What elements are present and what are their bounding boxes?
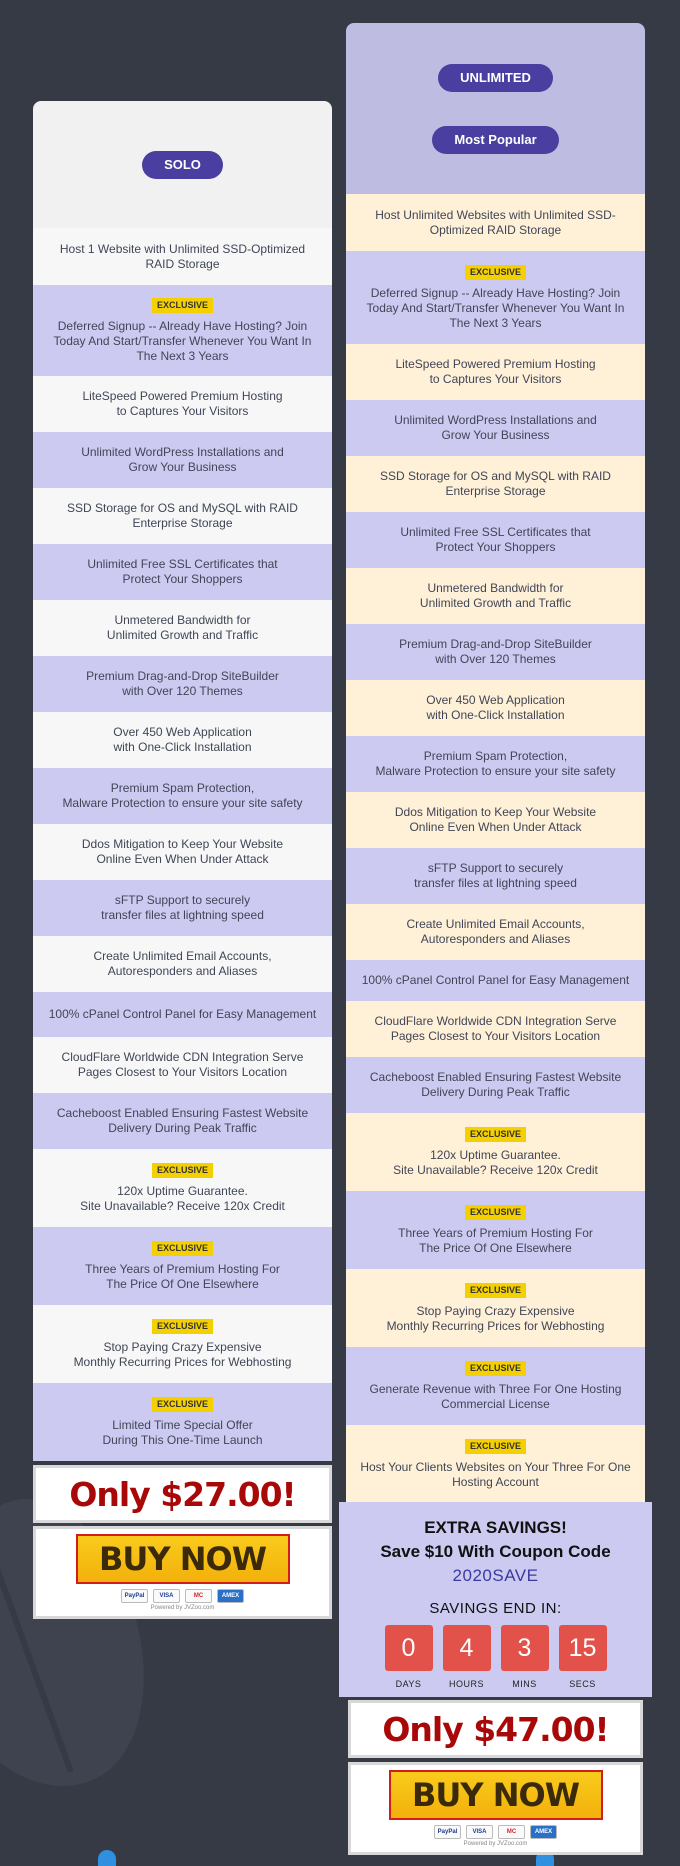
feature-row xyxy=(346,1425,645,1503)
feature-text: 120x Uptime Guarantee. Site Unavailable? Receive 120x Credit xyxy=(393,1147,598,1177)
feature-row xyxy=(33,1093,332,1149)
savings-headline: EXTRA SAVINGS! xyxy=(424,1518,567,1537)
feature-text: Unmetered Bandwidth for Unlimited Growth and Traffic xyxy=(419,581,572,610)
feature-text: Host Unlimited Websites with Unlimited SSD- Optimized RAID Storage xyxy=(375,207,616,237)
unlimited-buy-box xyxy=(348,1762,643,1855)
feature-text: Host Your Clients Websites on Your Three For One Hosting Account xyxy=(360,1459,631,1489)
feature-row xyxy=(33,600,332,656)
feature-row xyxy=(346,1001,645,1057)
feature-text: sFTP Support to securely transfer files at lightning speed xyxy=(101,893,264,922)
feature-row xyxy=(33,656,332,712)
feature-row xyxy=(33,1383,332,1461)
feature-text: Host 1 Website with Unlimited SSD-Optimized RAID Storage xyxy=(59,241,306,271)
feature-text: Deferred Signup -- Already Have Hosting? Join Today And Start/Transfer Whenever You Want In The Next 3 Years xyxy=(366,285,625,330)
feature-text: Stop Paying Crazy Expensive Monthly Recurring Prices for Webhosting xyxy=(73,1339,292,1369)
feature-text: Over 450 Web Application with One-Click Installation xyxy=(426,693,565,722)
timer-secs-value: 15 xyxy=(559,1625,607,1671)
unlimited-payment-icons xyxy=(434,1825,557,1839)
paypal-icon: PayPal xyxy=(121,1589,148,1603)
feature-row xyxy=(346,568,645,624)
unlimited-plan-header xyxy=(346,23,645,194)
feature-text: LiteSpeed Powered Premium Hosting to Captures Your Visitors xyxy=(82,389,283,418)
feature-row xyxy=(33,1037,332,1093)
feature-row xyxy=(33,880,332,936)
unlimited-price: Only $47.00! xyxy=(382,1709,609,1749)
exclusive-badge: EXCLUSIVE xyxy=(152,298,213,313)
feature-text: Ddos Mitigation to Keep Your Website Online Even When Under Attack xyxy=(394,805,597,834)
exclusive-badge: EXCLUSIVE xyxy=(465,1283,526,1298)
feature-text: Three Years of Premium Hosting For The Price Of One Elsewhere xyxy=(85,1261,280,1291)
feature-text: Create Unlimited Email Accounts, Autoresponders and Aliases xyxy=(93,949,272,978)
feature-row xyxy=(346,400,645,456)
solo-feature-list xyxy=(33,228,332,1461)
feature-row xyxy=(346,1269,645,1347)
feature-row xyxy=(33,1305,332,1383)
mastercard-icon: MC xyxy=(498,1825,525,1839)
feature-text: 100% cPanel Control Panel for Easy Management xyxy=(361,973,630,987)
feature-text: Ddos Mitigation to Keep Your Website Online Even When Under Attack xyxy=(81,837,284,866)
feature-row xyxy=(346,792,645,848)
feature-text: Over 450 Web Application with One-Click Installation xyxy=(113,725,252,754)
most-popular-badge: Most Popular xyxy=(432,126,558,154)
exclusive-badge: EXCLUSIVE xyxy=(465,265,526,280)
feature-row xyxy=(346,344,645,400)
timer-mins xyxy=(501,1625,549,1689)
feature-text: Create Unlimited Email Accounts, Autoresponders and Aliases xyxy=(406,917,585,946)
savings-end-label: SAVINGS END IN: xyxy=(429,1600,562,1617)
feature-row xyxy=(33,376,332,432)
exclusive-badge: EXCLUSIVE xyxy=(152,1241,213,1256)
feature-text: Limited Time Special Offer During This One-Time Launch xyxy=(102,1417,263,1447)
feature-text: Deferred Signup -- Already Have Hosting? Join Today And Start/Transfer Whenever You Want In The Next 3 Years xyxy=(53,318,312,363)
exclusive-badge: EXCLUSIVE xyxy=(465,1361,526,1376)
feature-row xyxy=(346,1347,645,1425)
feature-row xyxy=(33,544,332,600)
feature-row xyxy=(346,680,645,736)
feature-text: sFTP Support to securely transfer files at lightning speed xyxy=(414,861,577,890)
feature-row xyxy=(33,936,332,992)
unlimited-price-box xyxy=(348,1700,643,1758)
feature-row xyxy=(33,1227,332,1305)
feature-row xyxy=(346,1057,645,1113)
timer-hours-value: 4 xyxy=(443,1625,491,1671)
timer-hours-label: HOURS xyxy=(448,1679,484,1689)
feature-text: Stop Paying Crazy Expensive Monthly Recurring Prices for Webhosting xyxy=(386,1303,605,1333)
coupon-code: 2020SAVE xyxy=(452,1566,539,1585)
mastercard-icon: MC xyxy=(185,1589,212,1603)
feature-text: Three Years of Premium Hosting For The Price Of One Elsewhere xyxy=(398,1225,593,1255)
feature-text: Premium Drag-and-Drop SiteBuilder with Over 120 Themes xyxy=(399,637,592,666)
feature-text: Unlimited WordPress Installations and Grow Your Business xyxy=(394,413,597,442)
feature-row xyxy=(33,285,332,376)
feature-text: CloudFlare Worldwide CDN Integration Serve Pages Closest to Your Visitors Location xyxy=(61,1050,304,1079)
feature-row xyxy=(346,512,645,568)
feature-text: Unlimited Free SSL Certificates that Protect Your Shoppers xyxy=(400,525,591,554)
feature-row xyxy=(346,624,645,680)
feature-text: SSD Storage for OS and MySQL with RAID Enterprise Storage xyxy=(67,501,298,530)
feature-text: LiteSpeed Powered Premium Hosting to Captures Your Visitors xyxy=(395,357,596,386)
exclusive-badge: EXCLUSIVE xyxy=(465,1205,526,1220)
feature-row xyxy=(33,1149,332,1227)
feature-text: Cacheboost Enabled Ensuring Fastest Website Delivery During Peak Traffic xyxy=(369,1070,622,1099)
unlimited-buy-now-button[interactable]: BUY NOW xyxy=(389,1770,603,1820)
feature-text: SSD Storage for OS and MySQL with RAID Enterprise Storage xyxy=(380,469,611,498)
timer-secs xyxy=(559,1625,607,1689)
timer-hours xyxy=(443,1625,491,1689)
timer-mins-label: MINS xyxy=(512,1679,537,1689)
feature-text: CloudFlare Worldwide CDN Integration Serve Pages Closest to Your Visitors Location xyxy=(374,1014,617,1043)
visa-icon: VISA xyxy=(466,1825,493,1839)
feature-row xyxy=(346,1191,645,1269)
feature-text: Unmetered Bandwidth for Unlimited Growth and Traffic xyxy=(106,613,259,642)
solo-buy-box xyxy=(33,1526,332,1619)
timer-secs-label: SECS xyxy=(569,1679,596,1689)
feature-row xyxy=(346,251,645,344)
amex-icon: AMEX xyxy=(217,1589,244,1603)
exclusive-badge: EXCLUSIVE xyxy=(152,1163,213,1178)
feature-row xyxy=(346,456,645,512)
exclusive-badge: EXCLUSIVE xyxy=(152,1319,213,1334)
timer-days xyxy=(385,1625,433,1689)
solo-plan-label: SOLO xyxy=(142,151,223,179)
feature-row xyxy=(33,488,332,544)
decor-shape-left xyxy=(98,1850,116,1866)
feature-row xyxy=(33,824,332,880)
feature-text: Premium Spam Protection, Malware Protection to ensure your site safety xyxy=(62,781,303,810)
solo-plan-column xyxy=(33,101,332,1619)
feature-row xyxy=(346,904,645,960)
solo-payment-icons xyxy=(121,1589,244,1603)
exclusive-badge: EXCLUSIVE xyxy=(465,1439,526,1454)
unlimited-powered-by: Powered by JVZoo.com xyxy=(463,1841,528,1847)
visa-icon: VISA xyxy=(153,1589,180,1603)
countdown-timer xyxy=(385,1625,607,1689)
solo-price: Only $27.00! xyxy=(69,1474,296,1514)
paypal-icon: PayPal xyxy=(434,1825,461,1839)
feature-row xyxy=(33,712,332,768)
solo-buy-now-button[interactable]: BUY NOW xyxy=(76,1534,290,1584)
feature-text: Unlimited WordPress Installations and Grow Your Business xyxy=(81,445,284,474)
feature-row xyxy=(346,1113,645,1191)
feature-text: Premium Drag-and-Drop SiteBuilder with Over 120 Themes xyxy=(86,669,279,698)
solo-plan-header xyxy=(33,101,332,228)
feature-text: Generate Revenue with Three For One Hosting Commercial License xyxy=(369,1381,622,1411)
unlimited-plan-label: UNLIMITED xyxy=(438,64,553,92)
extra-savings-panel xyxy=(339,1502,652,1697)
feature-text: Premium Spam Protection, Malware Protection to ensure your site safety xyxy=(375,749,616,778)
feature-row xyxy=(33,432,332,488)
feature-row xyxy=(346,194,645,251)
feature-text: Unlimited Free SSL Certificates that Protect Your Shoppers xyxy=(87,557,278,586)
feature-text: Cacheboost Enabled Ensuring Fastest Website Delivery During Peak Traffic xyxy=(56,1106,309,1135)
feature-row xyxy=(33,228,332,285)
solo-powered-by: Powered by JVZoo.com xyxy=(150,1605,215,1611)
feature-row xyxy=(346,960,645,1001)
savings-coupon-text: Save $10 With Coupon Code xyxy=(380,1542,611,1561)
timer-mins-value: 3 xyxy=(501,1625,549,1671)
exclusive-badge: EXCLUSIVE xyxy=(465,1127,526,1142)
unlimited-feature-list xyxy=(346,194,645,1503)
feature-text: 120x Uptime Guarantee. Site Unavailable? Receive 120x Credit xyxy=(80,1183,285,1213)
amex-icon: AMEX xyxy=(530,1825,557,1839)
exclusive-badge: EXCLUSIVE xyxy=(152,1397,213,1412)
feature-row xyxy=(346,848,645,904)
timer-days-value: 0 xyxy=(385,1625,433,1671)
timer-days-label: DAYS xyxy=(395,1679,422,1689)
feature-text: 100% cPanel Control Panel for Easy Management xyxy=(48,1007,317,1021)
unlimited-plan-column xyxy=(346,23,645,1503)
feature-row xyxy=(346,736,645,792)
feature-row xyxy=(33,992,332,1037)
feature-row xyxy=(33,768,332,824)
solo-price-box xyxy=(33,1465,332,1523)
